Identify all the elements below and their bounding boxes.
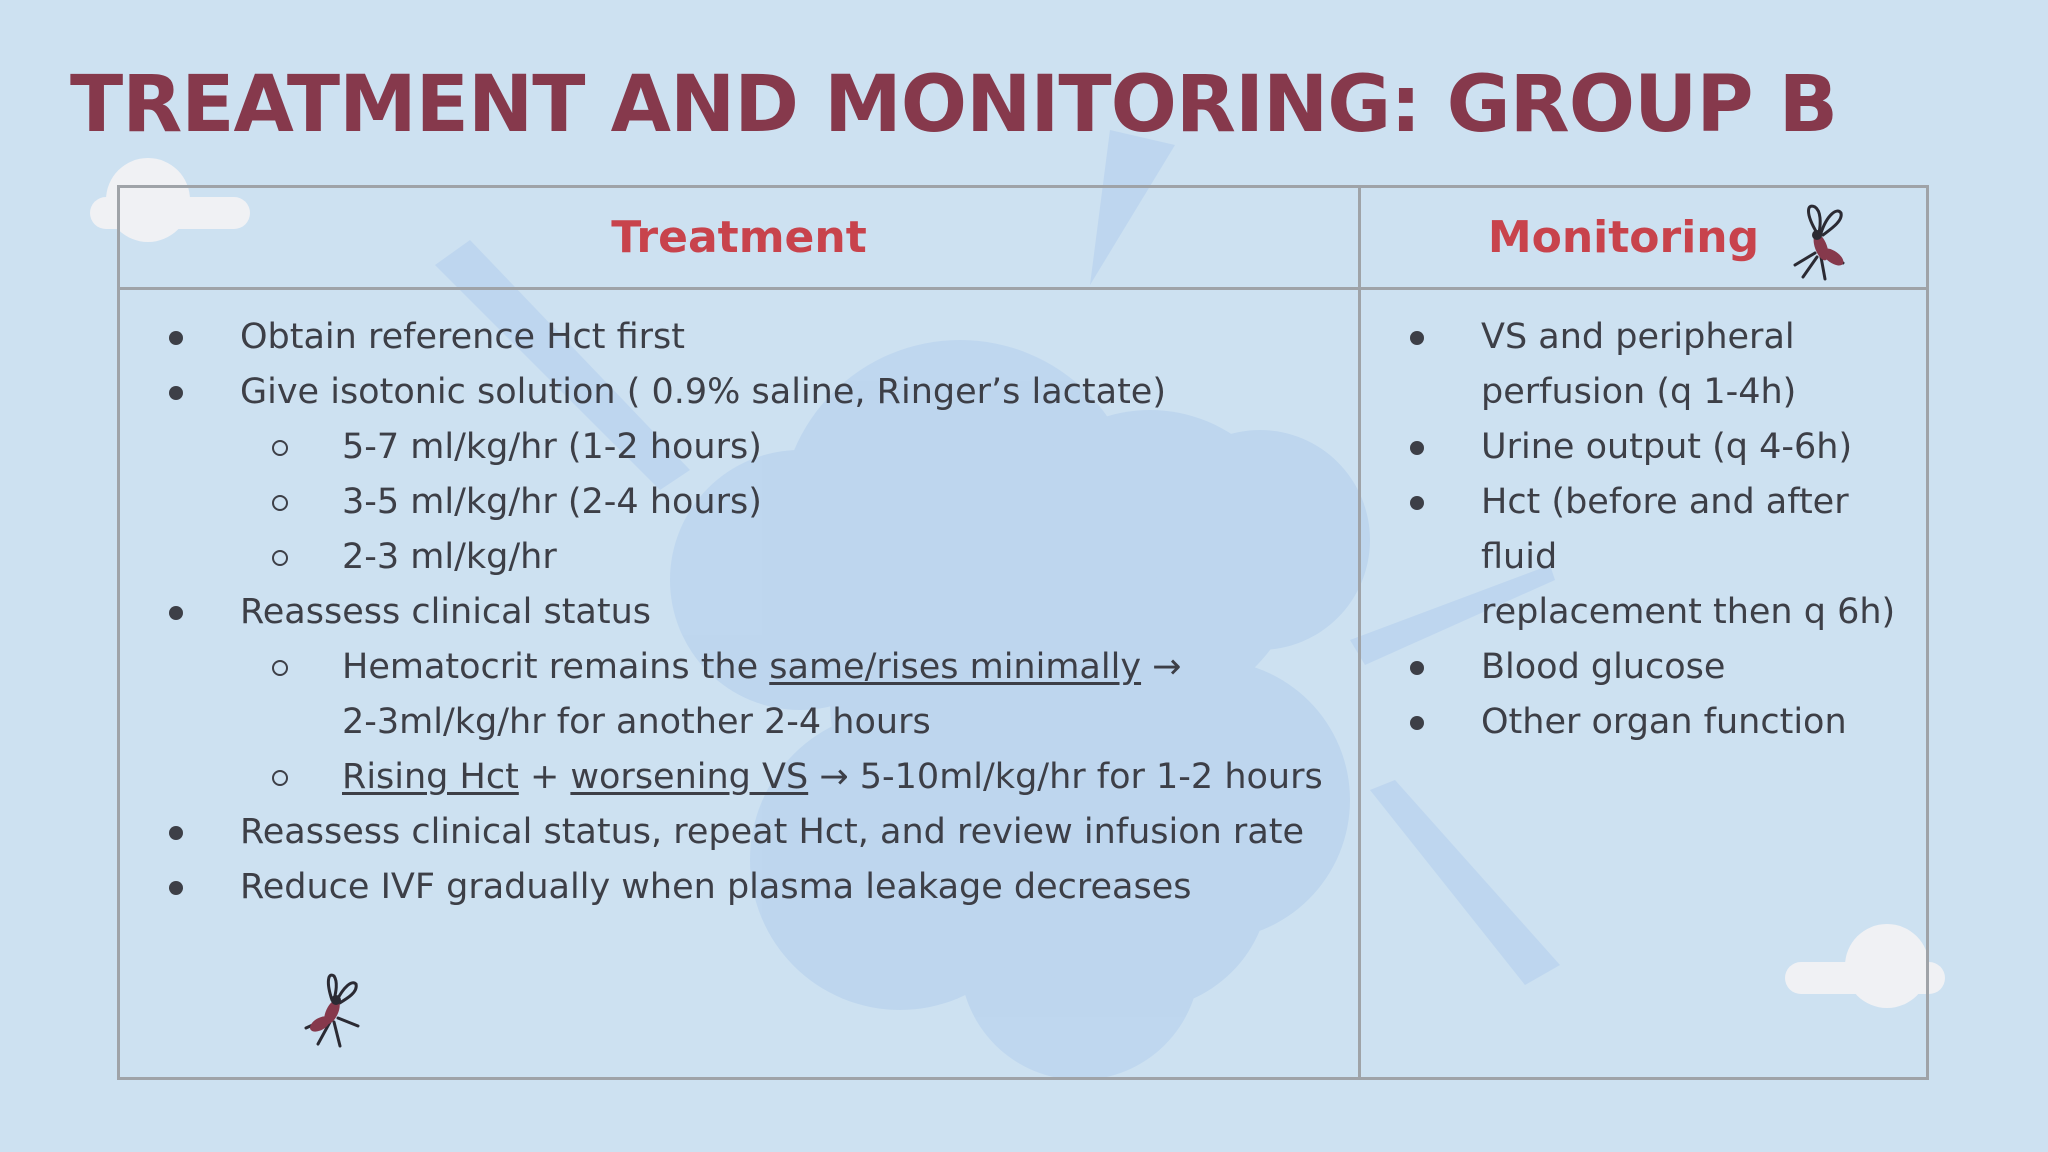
list-item: Blood glucose: [1361, 640, 1921, 695]
bullet-icon: [169, 826, 183, 840]
header-divider: [120, 287, 1926, 290]
bullet-icon: [169, 386, 183, 400]
bullet-icon: [1410, 716, 1424, 730]
treatment-list: [120, 310, 1350, 915]
bullet-icon: [169, 881, 183, 895]
circle-bullet-icon: [272, 660, 288, 676]
list-item: Reassess clinical status, repeat Hct, and review infusion rate: [120, 805, 1350, 860]
list-item: Give isotonic solution ( 0.9% saline, Ringer’s lactate): [120, 365, 1350, 420]
rising-hct-link[interactable]: Rising Hct: [342, 757, 519, 797]
list-subitem: Rising Hct + worsening VS → 5-10ml/kg/hr for 1-2 hours: [120, 750, 1350, 805]
bullet-icon: [1410, 661, 1424, 675]
list-subitem: Hematocrit remains the same/rises minimally → 2-3ml/kg/hr for another 2-4 hours: [120, 640, 1350, 750]
list-item: Urine output (q 4-6h): [1361, 420, 1921, 475]
bullet-icon: [1410, 496, 1424, 510]
mosquito-icon: [298, 970, 368, 1050]
bullet-icon: [169, 606, 183, 620]
bullet-icon: [1410, 331, 1424, 345]
list-item: Reduce IVF gradually when plasma leakage decreases: [120, 860, 1350, 915]
monitoring-header-label: Monitoring: [1487, 212, 1760, 263]
circle-bullet-icon: [272, 770, 288, 786]
circle-bullet-icon: [272, 440, 288, 456]
list-item: VS and peripheral perfusion (q 1-4h): [1361, 310, 1921, 420]
list-subitem: 2-3 ml/kg/hr: [120, 530, 1350, 585]
list-item: Other organ function: [1361, 695, 1921, 750]
bullet-icon: [1410, 441, 1424, 455]
bullet-icon: [169, 331, 183, 345]
monitoring-list: [1361, 310, 1921, 750]
treatment-monitoring-table: [117, 185, 1929, 1080]
slide-title: TREATMENT AND MONITORING: GROUP B: [70, 60, 1838, 150]
treatment-header: Treatment: [611, 212, 867, 263]
list-item: Hct (before and after fluid replacement then q 6h): [1361, 475, 1921, 640]
list-item: Obtain reference Hct first: [120, 310, 1350, 365]
mosquito-icon: [1785, 203, 1855, 283]
worsening-vs-link[interactable]: worsening VS: [570, 757, 809, 797]
circle-bullet-icon: [272, 550, 288, 566]
list-subitem: 5-7 ml/kg/hr (1-2 hours): [120, 420, 1350, 475]
list-subitem: 3-5 ml/kg/hr (2-4 hours): [120, 475, 1350, 530]
list-item: Reassess clinical status: [120, 585, 1350, 640]
circle-bullet-icon: [272, 495, 288, 511]
same-rises-link[interactable]: same/rises minimally: [769, 647, 1142, 687]
